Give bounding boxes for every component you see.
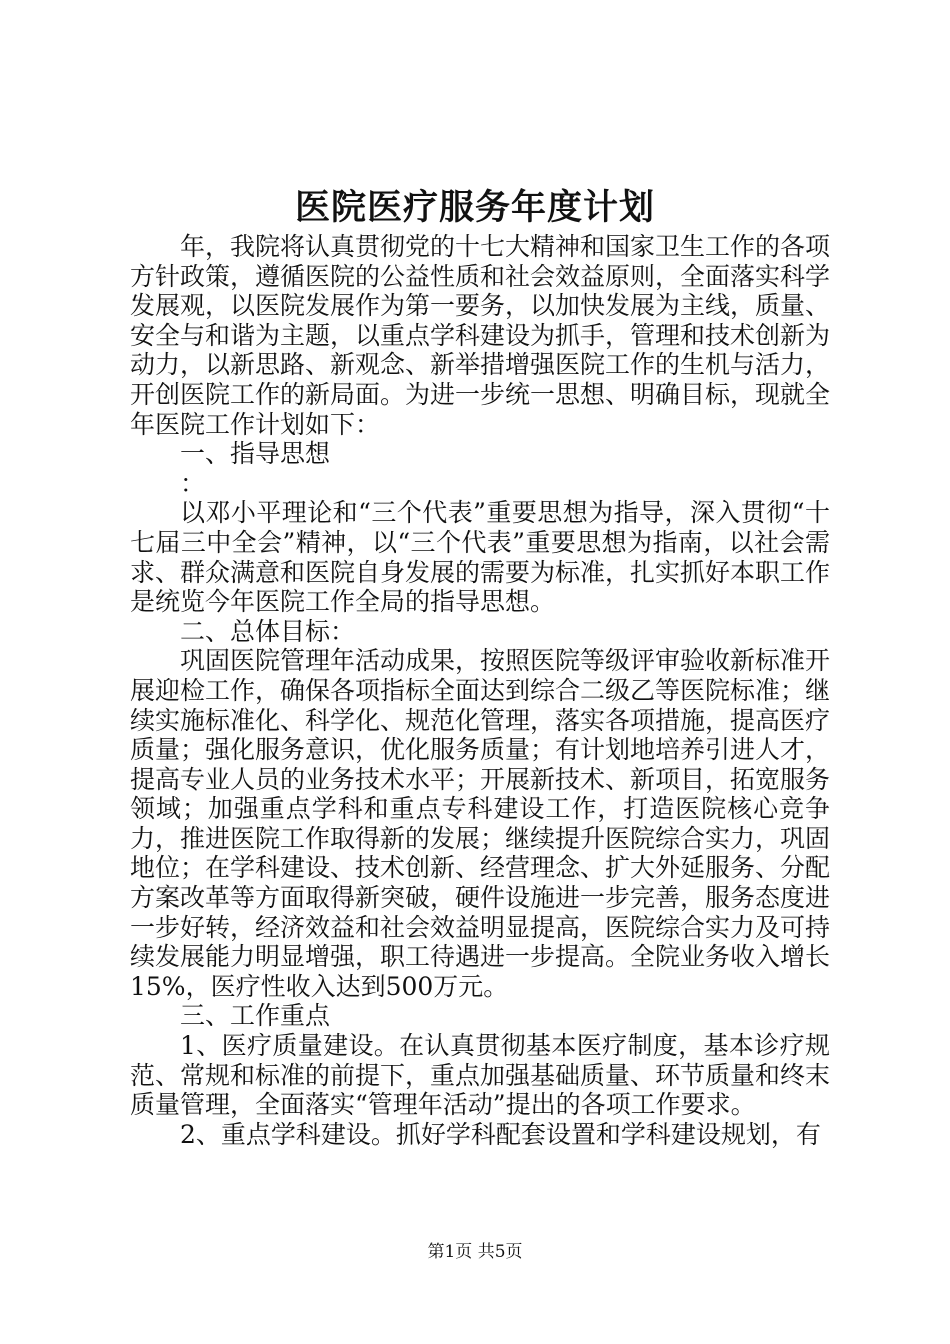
heading-overall-goal: 二、总体目标： <box>180 616 356 646</box>
paragraph-medical-quality: 1、医疗质量建设。在认真贯彻基本医疗制度，基本诊疗规范、常规和标准的前提下，重点加强基础质量、环节质量和终末质量管理，全面落实“管理年活动”提出的各项工作要求。 <box>130 1031 831 1120</box>
document-body <box>130 232 830 1149</box>
heading-guiding-thought: 一、指导思想 <box>180 439 331 469</box>
paragraph-key-disciplines: 2、重点学科建设。抓好学科配套设置和学科建设规划，有 <box>180 1119 821 1149</box>
document-title: 医院医疗服务年度计划 <box>294 187 655 228</box>
paragraph-guiding-thought: 以邓小平理论和“三个代表”重要思想为指导，深入贯彻“十七届三中全会”精神，以“三个代表”重要思想为指南，以社会需求、群众满意和医院自身发展的需要为标准，扎实抓好本职工作是统览今年医院工作全局的指导思想。 <box>130 498 831 617</box>
paragraph-colon: ： <box>180 468 206 498</box>
page-footer: 第1页 共5页 <box>427 1242 523 1262</box>
paragraph-intro: 年，我院将认真贯彻党的十七大精神和国家卫生工作的各项方针政策，遵循医院的公益性质和社会效益原则，全面落实科学发展观，以医院发展作为第一要务，以加快发展为主线，质量、安全与和谐为主题，以重点学科建设为抓手，管理和技术创新为动力，以新思路、新观念、新举措增强医院工作的生机与活力，开创医院工作的新局面。为进一步统一思想、明确目标，现就全年医院工作计划如下： <box>130 232 831 439</box>
paragraph-overall-goal: 巩固医院管理年活动成果，按照医院等级评审验收新标准开展迎检工作，确保各项指标全面达到综合二级乙等医院标准；继续实施标准化、科学化、规范化管理，落实各项措施，提高医疗质量；强化服务意识，优化服务质量；有计划地培养引进人才，提高专业人员的业务技术水平；开展新技术、新项目，拓宽服务领域；加强重点学科和重点专科建设工作，打造医院核心竞争力，推进医院工作取得新的发展；继续提升医院综合实力，巩固地位；在学科建设、技术创新、经营理念、扩大外延服务、分配方案改革等方面取得新突破，硬件设施进一步完善，服务态度进一步好转，经济效益和社会效益明显提高，医院综合实力及可持续发展能力明显增强，职工待遇进一步提高。全院业务收入增长15%，医疗性收入达到500万元。 <box>130 646 831 1001</box>
heading-work-focus: 三、工作重点 <box>180 1001 331 1031</box>
